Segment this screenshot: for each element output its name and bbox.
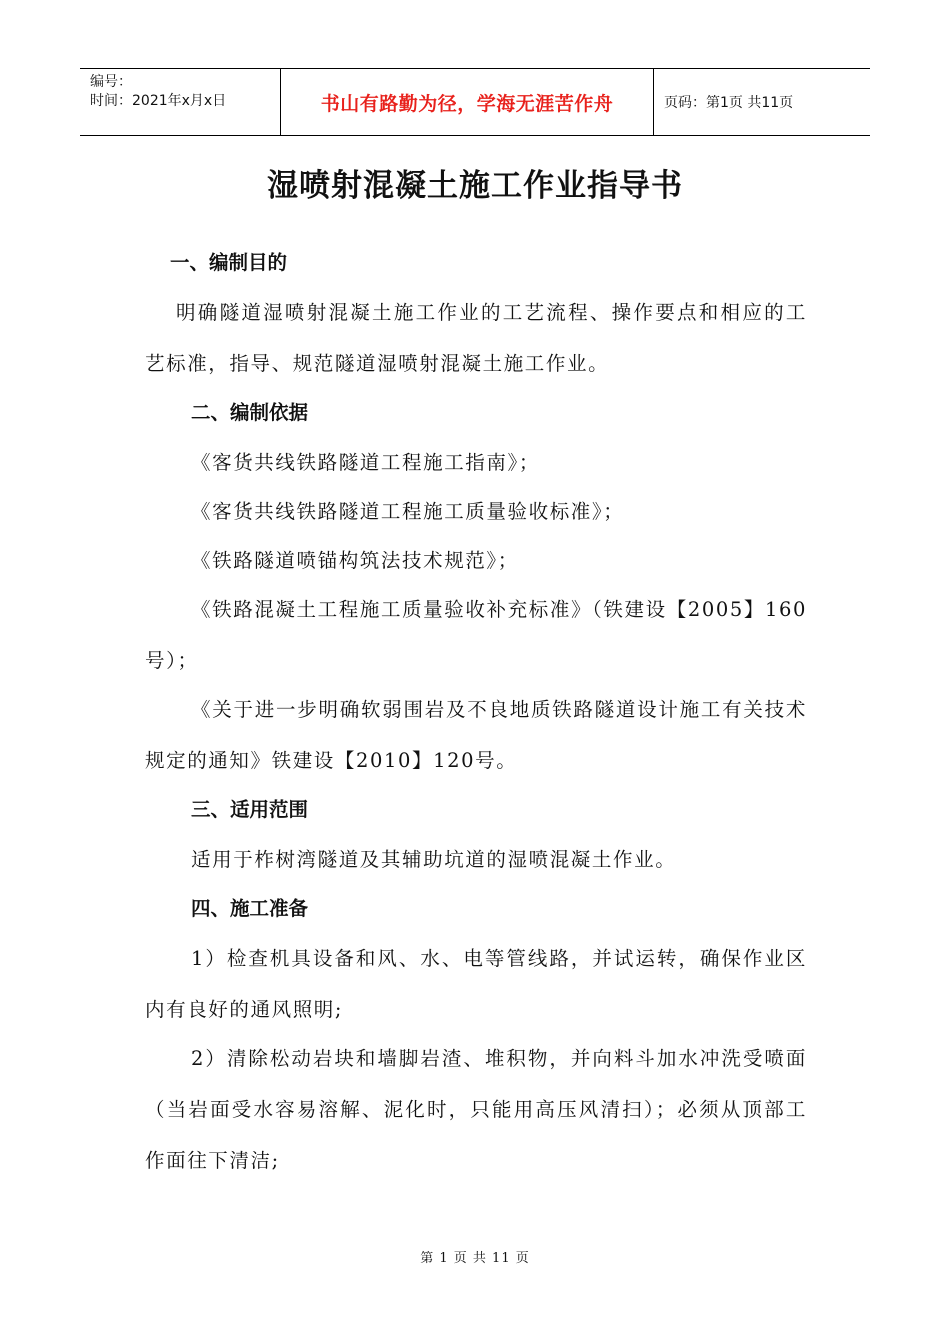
section-heading: 二、编制依据 [191, 401, 309, 424]
paragraph: 《客货共线铁路隧道工程施工指南》； [191, 451, 540, 474]
paragraph: 《关于进一步明确软弱围岩及不良地质铁路隧道设计施工有关技术规定的通知》铁建设【2010】120号。 [145, 698, 807, 772]
section-heading: 一、编制目的 [170, 251, 288, 274]
header-meta [80, 69, 281, 135]
paragraph: 《客货共线铁路隧道工程施工质量验收标准》； [191, 500, 625, 523]
paragraph: 适用于柞树湾隧道及其辅助坑道的湿喷混凝土作业。 [191, 848, 677, 871]
section-heading: 四、施工准备 [191, 897, 309, 920]
paragraph: 明确隧道湿喷射混凝土施工作业的工艺流程、操作要点和相应的工艺标准，指导、规范隧道湿喷射混凝土施工作业。 [145, 301, 807, 375]
document-body [145, 250, 807, 1197]
document-title: 湿喷射混凝土施工作业指导书 [267, 168, 683, 204]
header-page-info: 页码：第1页 共11页 [664, 95, 794, 111]
header-motto: 书山有路勤为径，学海无涯苦作舟 [281, 69, 654, 135]
paragraph: 《铁路隧道喷锚构筑法技术规范》； [191, 549, 519, 572]
document-number-label: 编号： [90, 74, 132, 90]
paragraph: 1）检查机具设备和风、水、电等管线路，并试运转，确保作业区内有良好的通风照明; [145, 947, 807, 1021]
section-heading: 三、适用范围 [191, 798, 309, 821]
document-header [80, 68, 870, 136]
paragraph: 2）清除松动岩块和墙脚岩渣、堆积物，并向料斗加水冲洗受喷面（当岩面受水容易溶解、泥化时，只能用高压风清扫）；必须从顶部工作面往下清洁; [145, 1047, 807, 1172]
document-date: 时间：2021年x月x日 [90, 93, 227, 109]
page-footer: 第 1 页 共 11 页 [420, 1251, 530, 1266]
paragraph: 《铁路混凝土工程施工质量验收补充标准》（铁建设【2005】160号）； [145, 598, 807, 672]
